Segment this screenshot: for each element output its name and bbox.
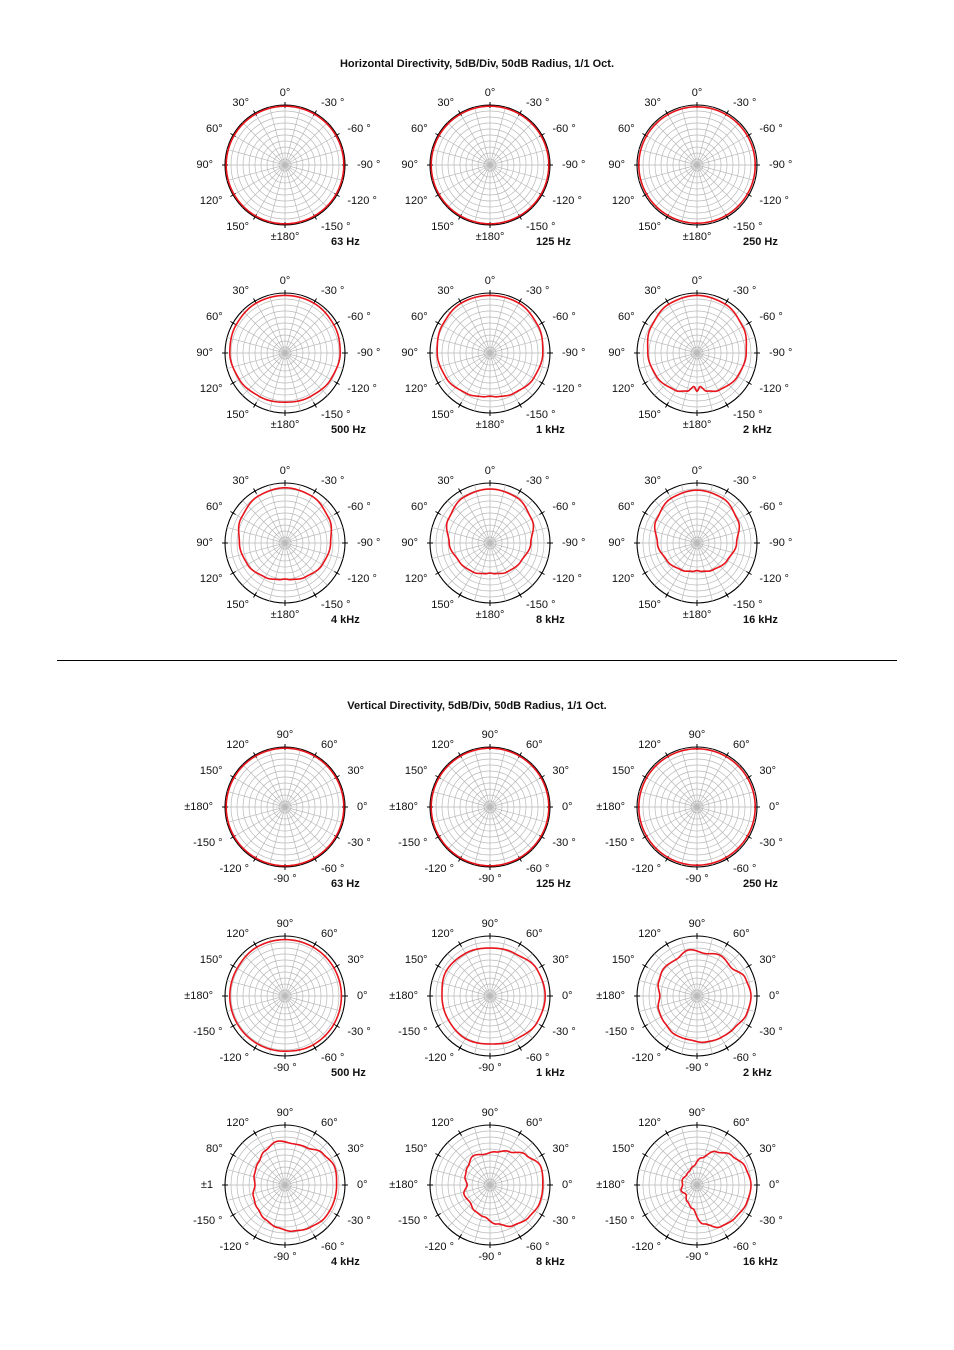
angle-label: -150 ° bbox=[526, 221, 556, 234]
angle-label: 150° bbox=[199, 765, 223, 777]
angle-label: 30° bbox=[644, 284, 661, 297]
angle-label: -120 ° bbox=[347, 383, 377, 395]
angle-label: 80° bbox=[205, 1143, 223, 1155]
frequency-label: 2 kHz bbox=[743, 424, 772, 436]
angle-label: 60° bbox=[410, 311, 428, 323]
angle-label: -120 ° bbox=[219, 1241, 249, 1254]
polar-plot-horizontal-250hz bbox=[597, 75, 797, 255]
angle-label: 150° bbox=[611, 765, 635, 777]
angle-label: 150° bbox=[226, 221, 249, 234]
angle-label: 0° bbox=[357, 801, 368, 813]
angle-label: 60° bbox=[205, 123, 223, 135]
polar-plot-horizontal-2khz bbox=[597, 263, 797, 443]
angle-label: -90 ° bbox=[769, 537, 793, 549]
angle-label: -150 ° bbox=[733, 409, 763, 422]
frequency-label: 2 kHz bbox=[743, 1067, 772, 1079]
angle-label: 0° bbox=[562, 990, 573, 1002]
angle-label: -30 ° bbox=[347, 1026, 371, 1038]
angle-label: 0° bbox=[279, 87, 291, 99]
angle-label: -60 ° bbox=[552, 501, 576, 513]
angle-label: -60 ° bbox=[552, 311, 576, 323]
frequency-label: 500 Hz bbox=[331, 424, 366, 436]
angle-label: 120° bbox=[404, 383, 428, 395]
angle-label: -150 ° bbox=[193, 1026, 223, 1038]
angle-label: -60 ° bbox=[321, 1241, 345, 1254]
angle-label: 30° bbox=[232, 284, 249, 297]
angle-label: 90° bbox=[481, 918, 499, 930]
angle-label: 30° bbox=[437, 474, 454, 487]
angle-label: 90° bbox=[196, 159, 213, 171]
angle-label: -90 ° bbox=[685, 1062, 709, 1074]
angle-label: 120° bbox=[404, 573, 428, 585]
angle-label: 120° bbox=[431, 1116, 454, 1129]
angle-label: ±180° bbox=[596, 801, 625, 813]
polar-grid-svg bbox=[597, 906, 797, 1086]
angle-label: -150 ° bbox=[605, 1215, 635, 1227]
angle-label: -30 ° bbox=[759, 1026, 783, 1038]
angle-label: -150 ° bbox=[321, 409, 351, 422]
angle-label: -30 ° bbox=[347, 1215, 371, 1227]
angle-label: -30 ° bbox=[552, 837, 576, 849]
angle-label: -30 ° bbox=[759, 1215, 783, 1227]
angle-label: 120° bbox=[199, 573, 223, 585]
angle-label: 30° bbox=[347, 954, 365, 966]
angle-label: 120° bbox=[226, 738, 249, 751]
angle-label: 30° bbox=[644, 474, 661, 487]
angle-label: -60 ° bbox=[759, 311, 783, 323]
angle-label: -90 ° bbox=[273, 1062, 297, 1074]
polar-grid-svg bbox=[185, 1095, 385, 1275]
angle-label: -150 ° bbox=[605, 1026, 635, 1038]
polar-grid-svg bbox=[185, 906, 385, 1086]
angle-label: -120 ° bbox=[347, 573, 377, 585]
angle-label: 150° bbox=[199, 954, 223, 966]
angle-label: 0° bbox=[484, 465, 496, 477]
polar-plot-horizontal-8khz bbox=[390, 453, 590, 633]
angle-label: -90 ° bbox=[357, 537, 381, 549]
polar-grid-svg bbox=[597, 453, 797, 633]
angle-label: 150° bbox=[226, 409, 249, 422]
angle-label: 120° bbox=[611, 573, 635, 585]
angle-label: -90 ° bbox=[769, 347, 793, 359]
angle-label: ±180° bbox=[682, 419, 712, 431]
angle-label: -60 ° bbox=[321, 1052, 345, 1065]
angle-label: -120 ° bbox=[219, 1052, 249, 1065]
angle-label: -30 ° bbox=[552, 1215, 576, 1227]
angle-label: 150° bbox=[431, 409, 454, 422]
angle-label: ±180° bbox=[389, 801, 418, 813]
polar-plot-vertical-500hz bbox=[185, 906, 385, 1086]
polar-plot-vertical-4khz bbox=[185, 1095, 385, 1275]
angle-label: 120° bbox=[404, 195, 428, 207]
angle-label: -120 ° bbox=[424, 1052, 454, 1065]
angle-label: ±180° bbox=[596, 990, 625, 1002]
angle-label: 90° bbox=[688, 918, 706, 930]
angle-label: ±180° bbox=[389, 990, 418, 1002]
angle-label: -90 ° bbox=[478, 873, 502, 885]
angle-label: 30° bbox=[759, 765, 777, 777]
frequency-label: 250 Hz bbox=[743, 878, 778, 890]
angle-label: -90 ° bbox=[562, 159, 586, 171]
angle-label: -90 ° bbox=[685, 1251, 709, 1263]
angle-label: 60° bbox=[526, 927, 543, 940]
angle-label: 120° bbox=[638, 1116, 661, 1129]
angle-label: ±180° bbox=[475, 609, 505, 621]
angle-label: 90° bbox=[481, 729, 499, 741]
angle-label: 120° bbox=[638, 927, 661, 940]
angle-label: 30° bbox=[759, 954, 777, 966]
angle-label: -90 ° bbox=[478, 1062, 502, 1074]
angle-label: 0° bbox=[769, 990, 780, 1002]
angle-label: -90 ° bbox=[273, 1251, 297, 1263]
frequency-label: 63 Hz bbox=[331, 236, 360, 248]
angle-label: 90° bbox=[196, 537, 213, 549]
angle-label: -120 ° bbox=[219, 863, 249, 876]
angle-label: 60° bbox=[205, 501, 223, 513]
frequency-label: 125 Hz bbox=[536, 878, 571, 890]
angle-label: ±180° bbox=[682, 609, 712, 621]
angle-label: -150 ° bbox=[193, 1215, 223, 1227]
angle-label: 150° bbox=[226, 599, 249, 612]
angle-label: 30° bbox=[347, 1143, 365, 1155]
angle-label: 150° bbox=[431, 221, 454, 234]
angle-label: ±180° bbox=[184, 990, 213, 1002]
angle-label: -150 ° bbox=[733, 599, 763, 612]
frequency-label: 500 Hz bbox=[331, 1067, 366, 1079]
directivity-curve bbox=[681, 1151, 751, 1227]
frequency-label: 4 kHz bbox=[331, 614, 360, 626]
angle-label: ±180° bbox=[682, 231, 712, 243]
angle-label: 90° bbox=[276, 729, 294, 741]
frequency-label: 8 kHz bbox=[536, 1256, 565, 1268]
angle-label: 150° bbox=[611, 1143, 635, 1155]
polar-plot-vertical-8khz bbox=[390, 1095, 590, 1275]
polar-grid-svg bbox=[390, 1095, 590, 1275]
angle-label: 60° bbox=[733, 927, 750, 940]
horizontal-directivity-title: Horizontal Directivity, 5dB/Div, 50dB Radius, 1/1 Oct. bbox=[339, 58, 615, 70]
angle-label: 30° bbox=[347, 765, 365, 777]
angle-label: 30° bbox=[552, 765, 570, 777]
angle-label: 150° bbox=[638, 409, 661, 422]
angle-label: -150 ° bbox=[398, 837, 428, 849]
polar-plot-horizontal-16khz bbox=[597, 453, 797, 633]
angle-label: ±180° bbox=[270, 419, 300, 431]
frequency-label: 16 kHz bbox=[743, 1256, 778, 1268]
polar-plot-horizontal-125hz bbox=[390, 75, 590, 255]
angle-label: -60 ° bbox=[526, 1052, 550, 1065]
polar-grid-svg bbox=[390, 263, 590, 443]
angle-label: 60° bbox=[526, 738, 543, 751]
angle-label: 90° bbox=[688, 1107, 706, 1119]
angle-label: 90° bbox=[196, 347, 213, 359]
angle-label: -60 ° bbox=[347, 311, 371, 323]
polar-grid-svg bbox=[390, 75, 590, 255]
angle-label: -150 ° bbox=[526, 599, 556, 612]
polar-plot-horizontal-4khz bbox=[185, 453, 385, 633]
angle-label: -60 ° bbox=[321, 863, 345, 876]
frequency-label: 250 Hz bbox=[743, 236, 778, 248]
angle-label: -90 ° bbox=[562, 537, 586, 549]
angle-label: 0° bbox=[769, 801, 780, 813]
angle-label: 90° bbox=[276, 918, 294, 930]
angle-label: 30° bbox=[232, 96, 249, 109]
angle-label: -90 ° bbox=[685, 873, 709, 885]
angle-label: -150 ° bbox=[321, 599, 351, 612]
angle-label: 120° bbox=[226, 927, 249, 940]
angle-label: 150° bbox=[431, 599, 454, 612]
angle-label: -120 ° bbox=[631, 1241, 661, 1254]
angle-label: -30 ° bbox=[526, 284, 550, 297]
angle-label: 30° bbox=[437, 96, 454, 109]
angle-label: -60 ° bbox=[526, 863, 550, 876]
angle-label: -150 ° bbox=[321, 221, 351, 234]
angle-label: -120 ° bbox=[552, 383, 582, 395]
angle-label: -30 ° bbox=[526, 474, 550, 487]
angle-label: 90° bbox=[688, 729, 706, 741]
angle-label: 150° bbox=[611, 954, 635, 966]
polar-grid-svg bbox=[185, 453, 385, 633]
polar-grid-svg bbox=[390, 717, 590, 897]
angle-label: ±180° bbox=[475, 419, 505, 431]
angle-label: 120° bbox=[226, 1116, 249, 1129]
angle-label: -60 ° bbox=[552, 123, 576, 135]
angle-label: -90 ° bbox=[478, 1251, 502, 1263]
angle-label: 0° bbox=[691, 465, 703, 477]
angle-label: -90 ° bbox=[769, 159, 793, 171]
angle-label: -90 ° bbox=[562, 347, 586, 359]
angle-label: 0° bbox=[484, 275, 496, 287]
polar-grid-svg bbox=[390, 453, 590, 633]
angle-label: -150 ° bbox=[605, 837, 635, 849]
angle-label: -150 ° bbox=[733, 221, 763, 234]
angle-label: 60° bbox=[321, 1116, 338, 1129]
frequency-label: 16 kHz bbox=[743, 614, 778, 626]
angle-label: 60° bbox=[733, 738, 750, 751]
angle-label: 120° bbox=[199, 195, 223, 207]
angle-label: 0° bbox=[769, 1179, 780, 1191]
angle-label: -60 ° bbox=[526, 1241, 550, 1254]
angle-label: 60° bbox=[617, 501, 635, 513]
angle-label: 90° bbox=[276, 1107, 294, 1119]
polar-plot-horizontal-1khz bbox=[390, 263, 590, 443]
angle-label: -60 ° bbox=[759, 123, 783, 135]
polar-grid-svg bbox=[185, 263, 385, 443]
angle-label: -120 ° bbox=[631, 1052, 661, 1065]
angle-label: 150° bbox=[404, 1143, 428, 1155]
angle-label: ±180° bbox=[596, 1179, 625, 1191]
angle-label: -60 ° bbox=[733, 1241, 757, 1254]
polar-plot-horizontal-63hz bbox=[185, 75, 385, 255]
angle-label: -60 ° bbox=[733, 863, 757, 876]
polar-plot-vertical-63hz bbox=[185, 717, 385, 897]
angle-label: -30 ° bbox=[526, 96, 550, 109]
angle-label: 150° bbox=[638, 221, 661, 234]
polar-grid-svg bbox=[597, 263, 797, 443]
angle-label: ±180° bbox=[270, 231, 300, 243]
angle-label: -120 ° bbox=[552, 195, 582, 207]
angle-label: -120 ° bbox=[552, 573, 582, 585]
angle-label: 120° bbox=[431, 738, 454, 751]
angle-label: 60° bbox=[526, 1116, 543, 1129]
angle-label: 150° bbox=[404, 954, 428, 966]
angle-label: ±180° bbox=[270, 609, 300, 621]
angle-label: -150 ° bbox=[193, 837, 223, 849]
angle-label: -120 ° bbox=[759, 195, 789, 207]
angle-label: 120° bbox=[611, 383, 635, 395]
angle-label: 90° bbox=[401, 537, 418, 549]
angle-label: -120 ° bbox=[759, 383, 789, 395]
angle-label: -150 ° bbox=[398, 1026, 428, 1038]
angle-label: ±180° bbox=[184, 801, 213, 813]
frequency-label: 1 kHz bbox=[536, 1067, 565, 1079]
angle-label: -30 ° bbox=[759, 837, 783, 849]
angle-label: -120 ° bbox=[631, 863, 661, 876]
angle-label: 30° bbox=[759, 1143, 777, 1155]
angle-label: -30 ° bbox=[552, 1026, 576, 1038]
angle-label: 30° bbox=[644, 96, 661, 109]
angle-label: 30° bbox=[552, 1143, 570, 1155]
angle-label: -30 ° bbox=[321, 474, 345, 487]
angle-label: ±180° bbox=[389, 1179, 418, 1191]
angle-label: -90 ° bbox=[273, 873, 297, 885]
angle-label: -60 ° bbox=[347, 501, 371, 513]
angle-label: -120 ° bbox=[347, 195, 377, 207]
angle-label: -60 ° bbox=[733, 1052, 757, 1065]
frequency-label: 8 kHz bbox=[536, 614, 565, 626]
section-divider bbox=[57, 660, 897, 661]
polar-plot-horizontal-500hz bbox=[185, 263, 385, 443]
angle-label: 0° bbox=[691, 275, 703, 287]
angle-label: ±180° bbox=[475, 231, 505, 243]
angle-label: 0° bbox=[357, 1179, 368, 1191]
frequency-label: 125 Hz bbox=[536, 236, 571, 248]
angle-label: 60° bbox=[617, 123, 635, 135]
frequency-label: 4 kHz bbox=[331, 1256, 360, 1268]
angle-label: 60° bbox=[321, 738, 338, 751]
angle-label: 150° bbox=[638, 599, 661, 612]
angle-label: -30 ° bbox=[733, 96, 757, 109]
vertical-directivity-title: Vertical Directivity, 5dB/Div, 50dB Radius, 1/1 Oct. bbox=[347, 700, 607, 712]
angle-label: 0° bbox=[357, 990, 368, 1002]
angle-label: -150 ° bbox=[398, 1215, 428, 1227]
angle-label: -60 ° bbox=[347, 123, 371, 135]
angle-label: 90° bbox=[401, 347, 418, 359]
angle-label: 30° bbox=[232, 474, 249, 487]
angle-label: 90° bbox=[608, 159, 625, 171]
polar-grid-svg bbox=[597, 717, 797, 897]
angle-label: -30 ° bbox=[321, 96, 345, 109]
polar-grid-svg bbox=[390, 906, 590, 1086]
angle-label: 60° bbox=[617, 311, 635, 323]
angle-label: 30° bbox=[552, 954, 570, 966]
angle-label: 90° bbox=[481, 1107, 499, 1119]
polar-plot-vertical-16khz bbox=[597, 1095, 797, 1275]
angle-label: 120° bbox=[611, 195, 635, 207]
angle-label: -90 ° bbox=[357, 347, 381, 359]
angle-label: 60° bbox=[205, 311, 223, 323]
angle-label: 60° bbox=[733, 1116, 750, 1129]
angle-label: 60° bbox=[410, 123, 428, 135]
angle-label: 120° bbox=[199, 383, 223, 395]
frequency-label: 63 Hz bbox=[331, 878, 360, 890]
angle-label: -60 ° bbox=[759, 501, 783, 513]
angle-label: 150° bbox=[404, 765, 428, 777]
angle-label: 90° bbox=[608, 537, 625, 549]
angle-label: -30 ° bbox=[347, 837, 371, 849]
polar-grid-svg bbox=[597, 75, 797, 255]
angle-label: 0° bbox=[484, 87, 496, 99]
angle-label: 0° bbox=[279, 275, 291, 287]
angle-label: 0° bbox=[279, 465, 291, 477]
angle-label: 0° bbox=[562, 801, 573, 813]
polar-plot-vertical-2khz bbox=[597, 906, 797, 1086]
angle-label: 60° bbox=[410, 501, 428, 513]
angle-label: 90° bbox=[401, 159, 418, 171]
polar-grid-svg bbox=[597, 1095, 797, 1275]
polar-plot-vertical-1khz bbox=[390, 906, 590, 1086]
polar-grid-svg bbox=[185, 717, 385, 897]
angle-label: ±1 bbox=[200, 1179, 213, 1191]
angle-label: -150 ° bbox=[526, 409, 556, 422]
angle-label: 30° bbox=[437, 284, 454, 297]
angle-label: 120° bbox=[638, 738, 661, 751]
angle-label: -30 ° bbox=[321, 284, 345, 297]
polar-grid-svg bbox=[185, 75, 385, 255]
angle-label: -30 ° bbox=[733, 474, 757, 487]
frequency-label: 1 kHz bbox=[536, 424, 565, 436]
angle-label: -120 ° bbox=[424, 1241, 454, 1254]
angle-label: 90° bbox=[608, 347, 625, 359]
angle-label: -120 ° bbox=[424, 863, 454, 876]
angle-label: -90 ° bbox=[357, 159, 381, 171]
angle-label: 0° bbox=[562, 1179, 573, 1191]
angle-label: -30 ° bbox=[733, 284, 757, 297]
angle-label: 60° bbox=[321, 927, 338, 940]
angle-label: 0° bbox=[691, 87, 703, 99]
polar-plot-vertical-250hz bbox=[597, 717, 797, 897]
angle-label: 120° bbox=[431, 927, 454, 940]
angle-label: -120 ° bbox=[759, 573, 789, 585]
polar-plot-vertical-125hz bbox=[390, 717, 590, 897]
